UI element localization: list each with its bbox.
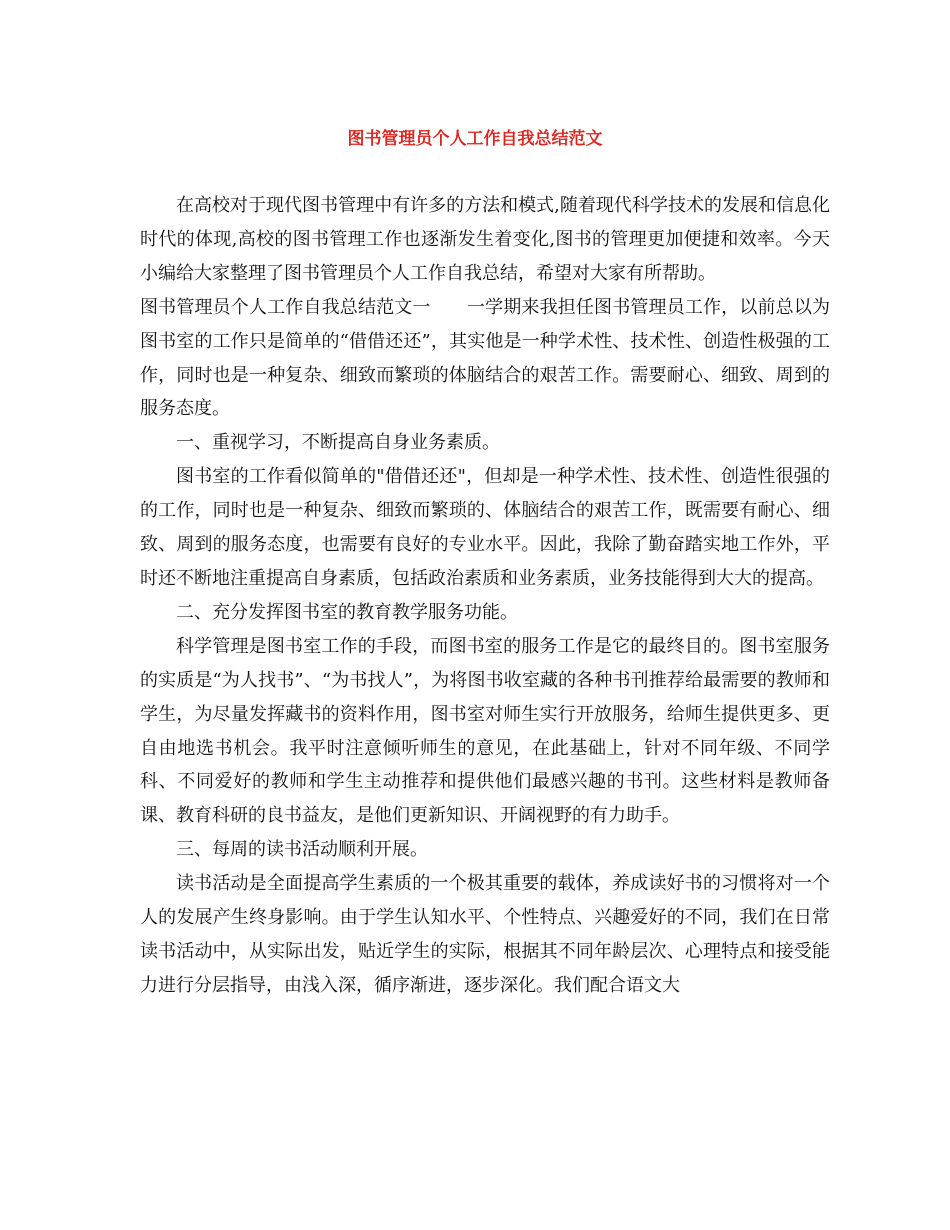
paragraph-point-one: 图书室的工作看似简单的"借借还还"，但却是一种学术性、技术性、创造性很强的的工作，同时也是一种复杂、细致而繁琐的、体脑结合的艰苦工作，既需要有耐心、细致、周到的服务态度，也需要有良好的专业水平。因此，我除了勤奋踏实地工作外，平时还不断地注重提高自身素质，包括政治素质和业务素质，业务技能得到大大的提高。 [140,466,830,589]
document-body [140,189,830,1003]
heading-point-three: 三、每周的读书活动顺利开展。 [176,839,428,861]
heading-point-one: 一、重视学习，不断提高自身业务素质。 [176,432,500,454]
paragraph-point-three: 读书活动是全面提高学生素质的一个极其重要的载体，养成读好书的习惯将对一个人的发展产生终身影响。由于学生认知水平、个性特点、兴趣爱好的不同，我们在日常读书活动中，从实际出发，贴近学生的实际，根据其不同年龄层次、心理特点和接受能力进行分层指导，由浅入深，循序渐进，逐步深化。我们配合语文大 [140,873,830,996]
document-title: 图书管理员个人工作自我总结范文 [347,129,603,149]
paragraph-intro: 在高校对于现代图书管理中有许多的方法和模式,随着现代科学技术的发展和信息化时代的体现,高校的图书管理工作也逐渐发生着变化,图书的管理更加便捷和效率。今天小编给大家整理了图书管理员个人工作自我总结，希望对大家有所帮助。 [140,195,830,284]
heading-point-two: 二、充分发挥图书室的教育教学服务功能。 [176,601,518,623]
paragraph-point-two: 科学管理是图书室工作的手段，而图书室的服务工作是它的最终目的。图书室服务的实质是“为人找书”、“为书找人”，为将图书收室藏的各种书刊推荐给最需要的教师和学生，为尽量发挥藏书的资料作用，图书室对师生实行开放服务，给师生提供更多、更自由地选书机会。我平时注意倾听师生的意见，在此基础上，针对不同年级、不同学科、不同爱好的教师和学生主动推荐和提供他们最感兴趣的书刊。这些材料是教师备课、教育科研的良书益友，是他们更新知识、开阔视野的有力助手。 [140,635,830,827]
paragraph-section-one-intro: 图书管理员个人工作自我总结范文一 一学期来我担任图书管理员工作，以前总以为图书室的工作只是简单的“借借还还”，其实他是一种学术性、技术性、创造性极强的工作，同时也是一种复杂、细致而繁琐的体脑结合的艰苦工作。需要耐心、细致、周到的服务态度。 [140,296,830,420]
